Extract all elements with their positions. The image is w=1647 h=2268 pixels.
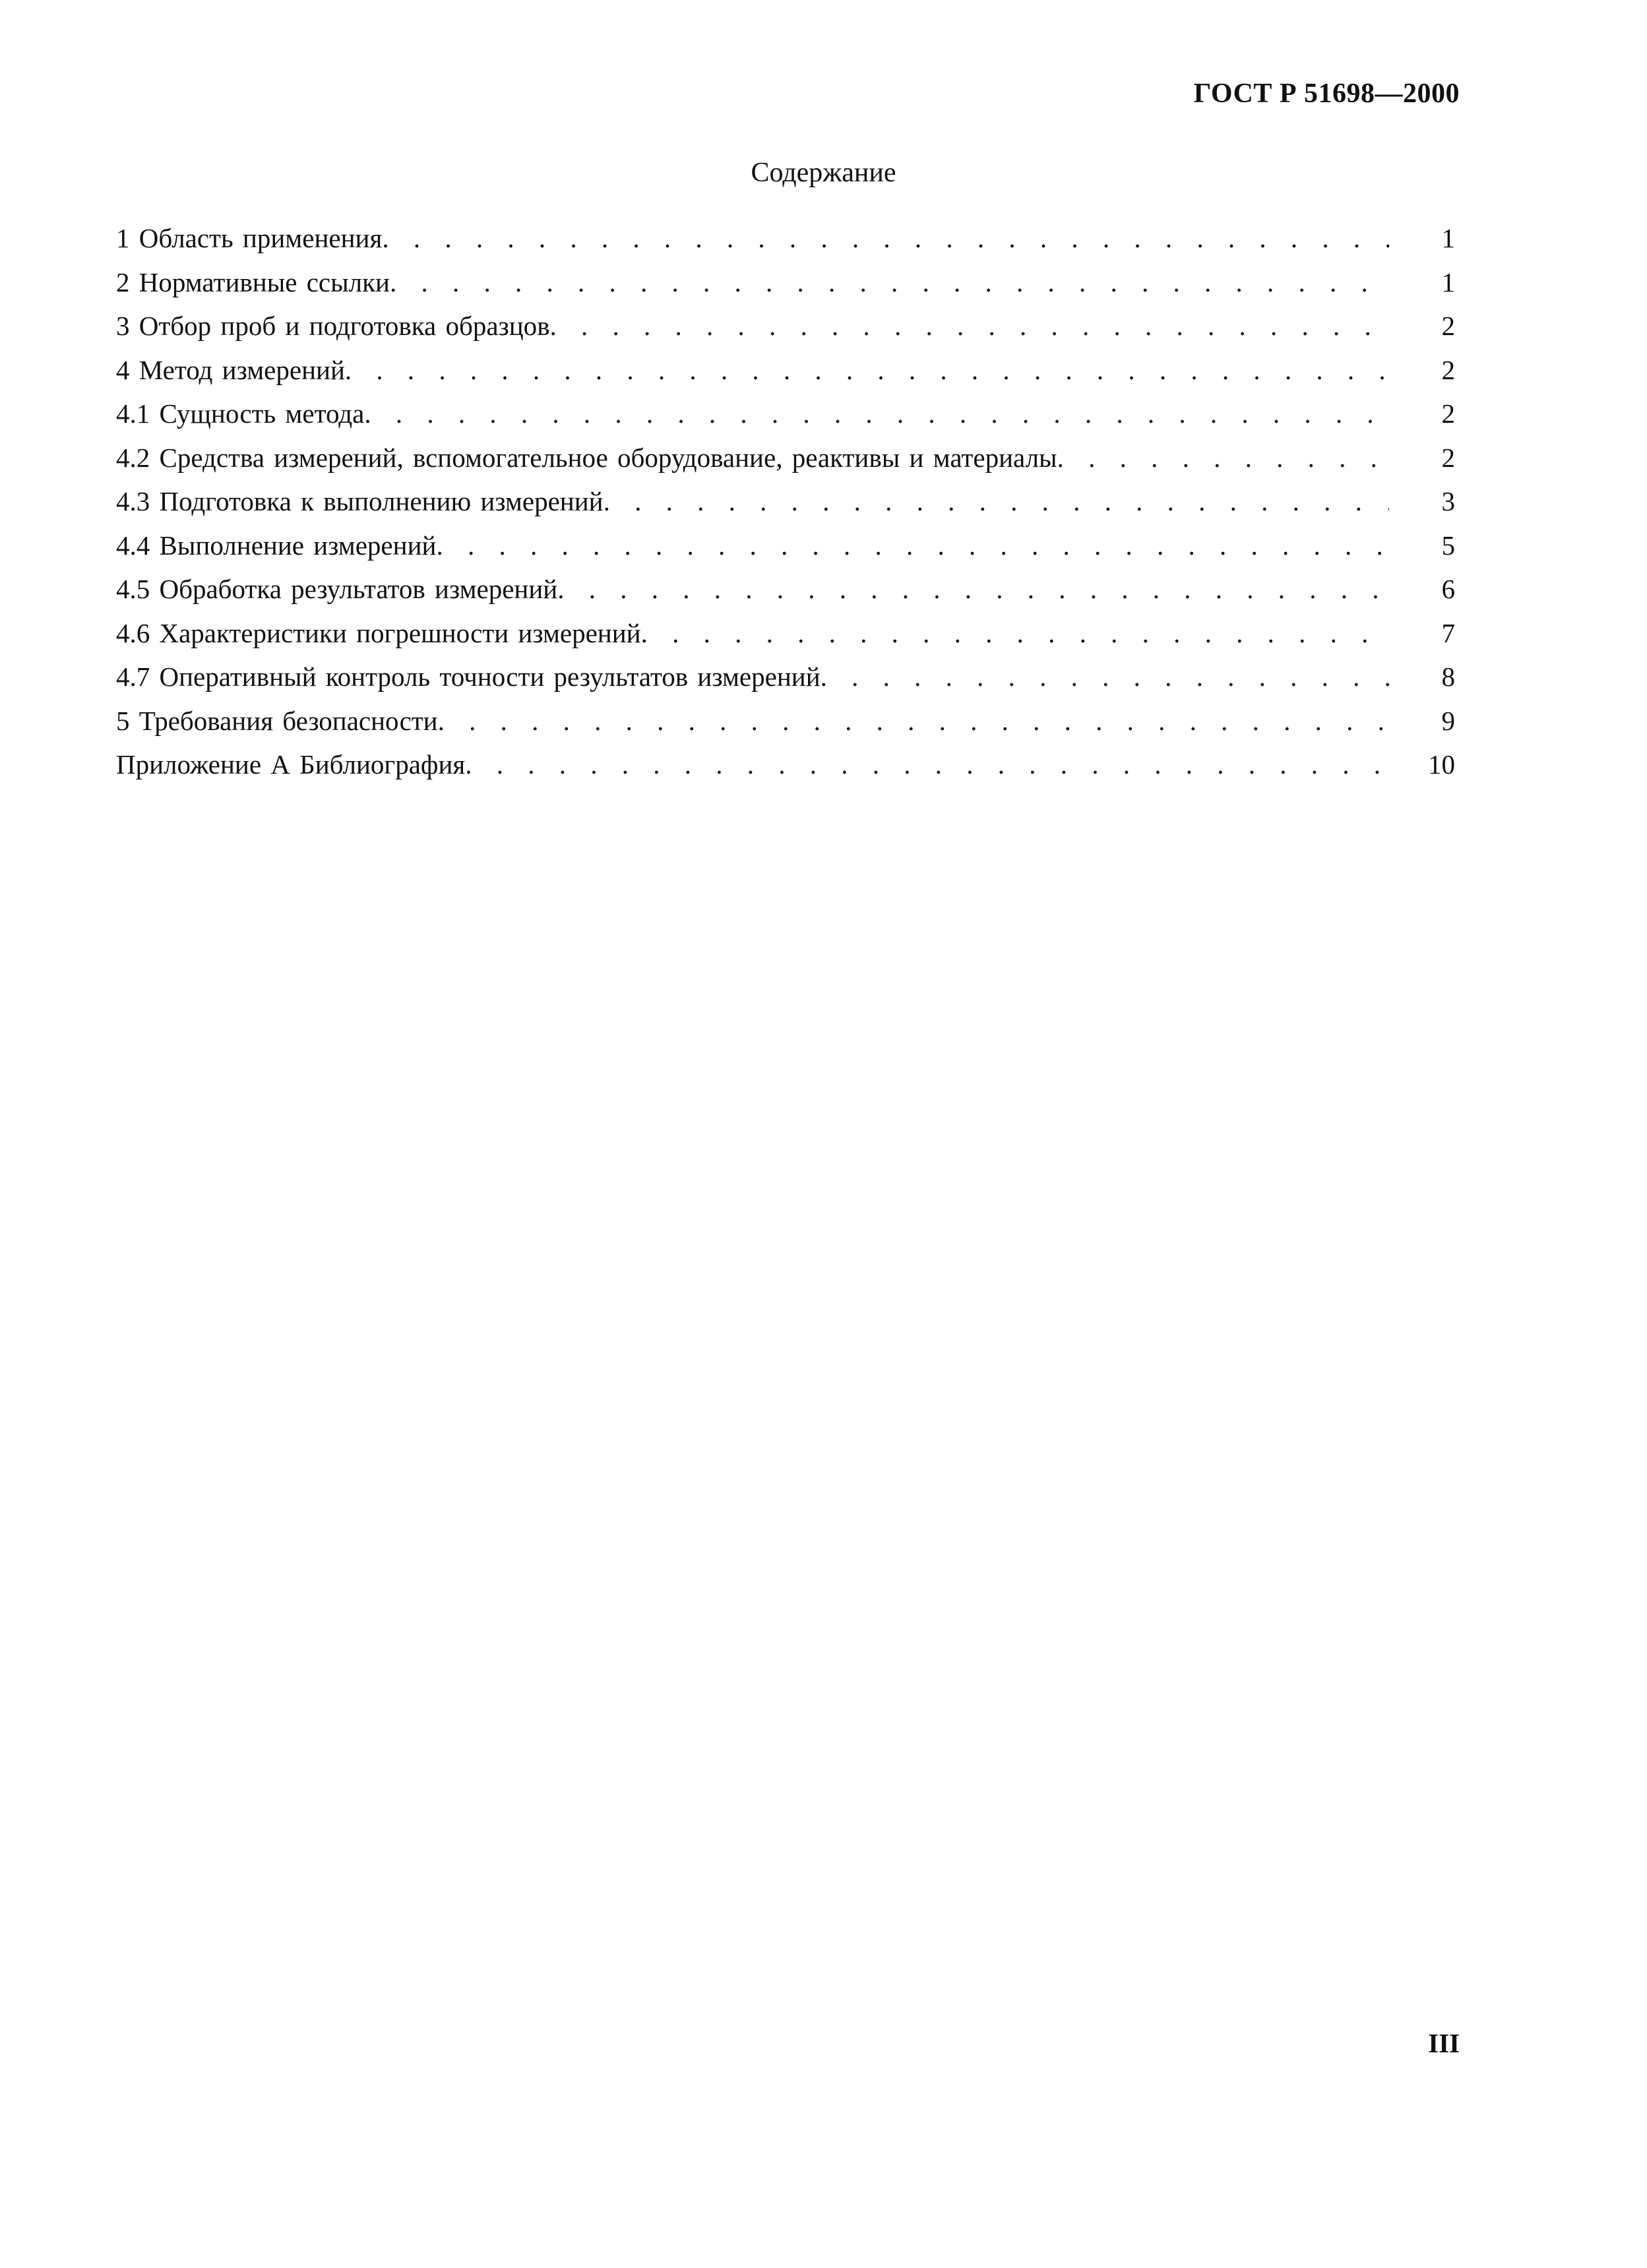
toc-entry[interactable] xyxy=(116,611,1455,656)
dot-leader xyxy=(364,392,1389,436)
toc-entry-label: 4.5 Обработка результатов измерений xyxy=(116,574,558,604)
toc-entry[interactable] xyxy=(116,392,1455,436)
toc-entry-label: 5 Требования безопасности xyxy=(116,705,438,736)
toc-entry-page: 6 xyxy=(1441,574,1455,604)
dot-leader xyxy=(345,348,1389,392)
toc-entry-label: 4.2 Средства измерений, вспомогательное оборудование, реактивы и материалы xyxy=(116,442,1057,473)
dot-leader xyxy=(557,567,1389,611)
toc-entry-label: 4.6 Характеристики погрешности измерений xyxy=(116,617,641,648)
toc-entry-page: 2 xyxy=(1441,398,1455,429)
toc-entry-page: 1 xyxy=(1441,266,1455,297)
toc-entry-label: 4 Метод измерений xyxy=(116,354,345,385)
toc-entry-label: Приложение А Библиография xyxy=(116,749,466,780)
toc-entry[interactable] xyxy=(116,655,1455,699)
toc-entry-label: 4.4 Выполнение измерений xyxy=(116,530,437,561)
toc-entry[interactable] xyxy=(116,479,1455,524)
toc-entry-page: 5 xyxy=(1441,530,1455,561)
toc-entry-page: 10 xyxy=(1428,749,1455,780)
toc-entry[interactable] xyxy=(116,743,1455,787)
toc-entry[interactable] xyxy=(116,348,1455,392)
dot-leader xyxy=(821,655,1389,699)
toc-entry-page: 7 xyxy=(1441,617,1455,648)
toc-entry[interactable] xyxy=(116,216,1455,261)
toc-entry-page: 2 xyxy=(1441,311,1455,341)
toc-entry-label: 3 Отбор проб и подготовка образцов xyxy=(116,311,550,341)
toc-entry-page: 8 xyxy=(1441,661,1455,692)
toc-entry[interactable] xyxy=(116,304,1455,348)
toc-entry-label: 4.1 Сущность метода xyxy=(116,398,365,429)
toc-entry[interactable] xyxy=(116,261,1455,305)
dot-leader xyxy=(390,261,1389,305)
toc-entry-label: 2 Нормативные ссылки xyxy=(116,266,390,297)
toc-entry-page: 2 xyxy=(1441,354,1455,385)
toc-entry-page: 2 xyxy=(1441,442,1455,473)
dot-leader xyxy=(641,611,1389,656)
toc-entry-label: 4.7 Оперативный контроль точности результатов измерений xyxy=(116,661,821,692)
dot-leader xyxy=(1057,436,1389,480)
page-number: III xyxy=(1428,2028,1460,2058)
document-code: ГОСТ Р 51698—2000 xyxy=(1193,78,1460,109)
table-of-contents xyxy=(116,216,1455,787)
dot-leader xyxy=(436,524,1389,568)
toc-entry[interactable] xyxy=(116,567,1455,611)
toc-entry-label: 4.3 Подготовка к выполнению измерений xyxy=(116,486,604,516)
toc-entry-page: 3 xyxy=(1441,486,1455,516)
dot-leader xyxy=(465,743,1389,787)
dot-leader xyxy=(438,699,1389,743)
toc-entry[interactable] xyxy=(116,699,1455,743)
dot-leader xyxy=(604,479,1389,524)
toc-title: Содержание xyxy=(751,158,896,188)
toc-entry[interactable] xyxy=(116,436,1455,480)
toc-entry-page: 9 xyxy=(1441,705,1455,736)
toc-entry[interactable] xyxy=(116,524,1455,568)
dot-leader xyxy=(550,304,1389,348)
dot-leader xyxy=(382,216,1389,261)
toc-entry-page: 1 xyxy=(1441,223,1455,253)
toc-entry-label: 1 Область применения xyxy=(116,223,383,253)
